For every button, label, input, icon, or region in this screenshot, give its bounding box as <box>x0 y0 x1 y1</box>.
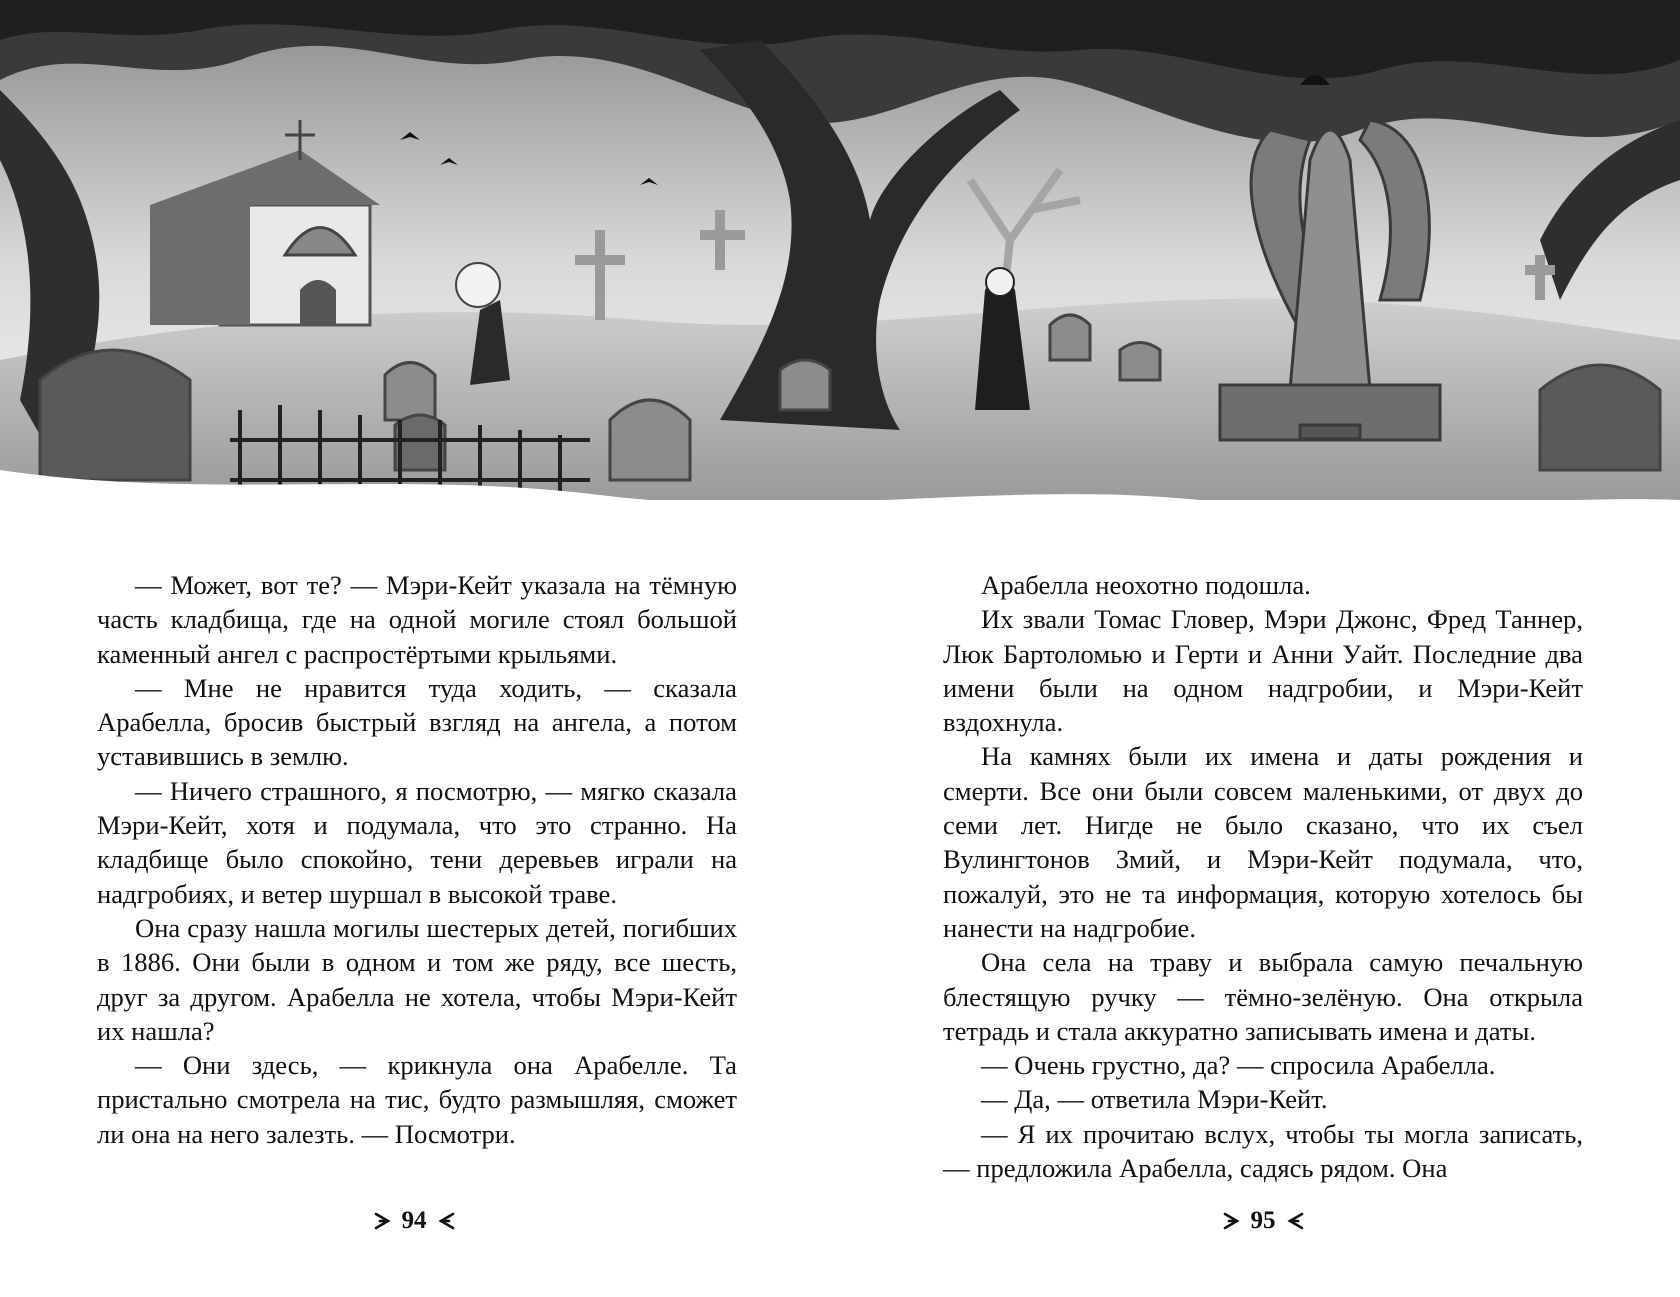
paragraph: Арабелла неохотно подошла. <box>981 570 1311 600</box>
paragraph: Их звали Томас Гловер, Мэри Джонс, Фред Таннер, Люк Бартоломью и Герти и Анни Уайт. Последние два имени были на одном надгробии, и Мэри-Кейт вздохнула. <box>943 604 1583 738</box>
left-page-text <box>97 568 737 1151</box>
ornament-left-arrow-icon <box>437 1210 455 1232</box>
ornament-right-arrow-icon <box>1223 1210 1241 1232</box>
right-page-text <box>943 568 1583 1185</box>
paragraph: — Да, — ответила Мэри-Кейт. <box>981 1084 1328 1115</box>
paragraph: Она сразу нашла могилы шестерых детей, погибших в 1886. Они были в одном и том же ряду, все шесть, друг за другом. Арабелла не хотела, чтобы Мэри-Кейт их нашла? <box>97 912 737 1046</box>
paragraph: — Ничего страшного, я посмотрю, — мягко сказала Мэри-Кейт, хотя и подумала, что это странно. На кладбище было спокойно, тени деревьев играли на надгробиях, и ветер шуршал в высокой траве. <box>97 775 737 909</box>
paragraph: — Может, вот те? — Мэри-Кейт указала на тёмную часть кладбища, где на одной могиле стоял большой каменный ангел с распростёртыми крыльями. <box>97 570 737 669</box>
paragraph: — Я их прочитаю вслух, чтобы ты могла записать, — предложила Арабелла, садясь рядом. Она <box>943 1118 1583 1184</box>
paragraph: Она села на траву и выбрала самую печальную блестящую ручку — тёмно-зелёную. Она открыла тетрадь и стала аккуратно записывать имена и даты. <box>943 947 1583 1046</box>
ornament-left-arrow-icon <box>1286 1210 1304 1232</box>
ornament-right-arrow-icon <box>374 1210 392 1232</box>
page-number: 95 <box>1250 1207 1276 1234</box>
graveyard-illustration <box>0 0 1680 530</box>
page-number: 94 <box>401 1207 427 1234</box>
paragraph: На камнях были их имена и даты рождения и смерти. Все они были совсем маленькими, от двух до семи лет. Нигде не было сказано, что их съел Вулингтонов Змий, и Мэри-Кейт подумала, что, пожалуй, это не та информация, которую хотелось бы нанести на надгробие. <box>943 741 1583 943</box>
paragraph: — Очень грустно, да? — спросила Арабелла. <box>981 1050 1496 1081</box>
paragraph: — Мне не нравится туда ходить, — сказала Арабелла, бросив быстрый взгляд на ангела, а потом уставившись в землю. <box>97 672 737 772</box>
page-number-right <box>1193 1204 1333 1238</box>
page-number-left <box>344 1204 484 1238</box>
paragraph: — Они здесь, — крикнула она Арабелле. Та пристально смотрела на тис, будто размышляя, сможет ли она на него залезть. — Посмотри. <box>97 1050 737 1149</box>
